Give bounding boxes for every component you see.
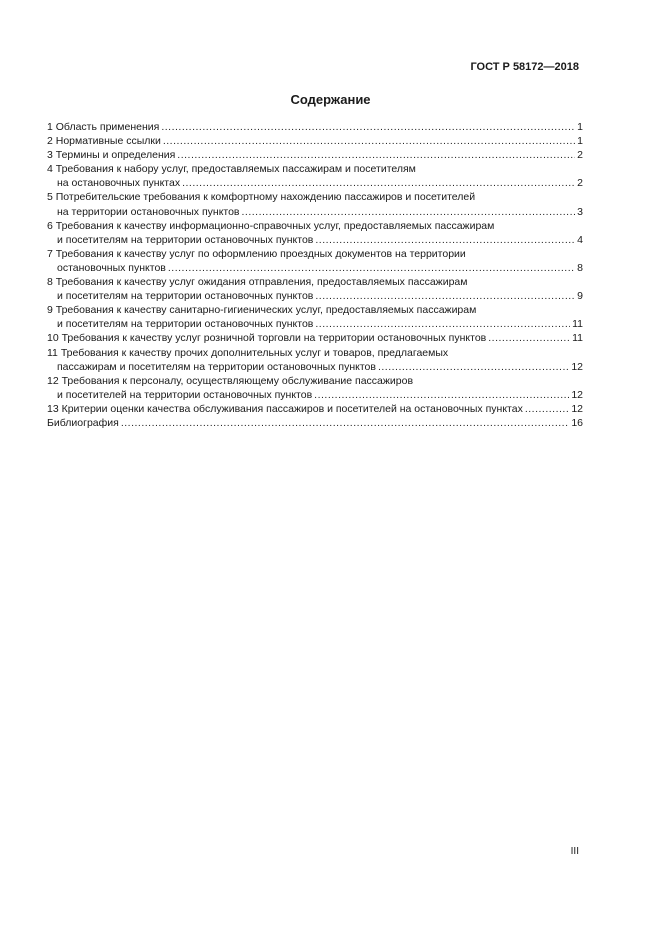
toc-entry[interactable] (47, 416, 583, 430)
toc-entry-line (47, 402, 583, 416)
document-code: ГОСТ Р 58172—2018 (470, 61, 579, 73)
toc-entry-text: 6 Требования к качеству информационно-справочных услуг, предоставляемых пассажирам (47, 219, 495, 232)
toc-entry[interactable] (47, 219, 583, 247)
toc-entry[interactable] (47, 162, 583, 190)
toc-entry-page: 16 (571, 416, 583, 429)
toc-entry-line (47, 346, 583, 360)
dot-leader (314, 388, 569, 402)
dot-leader (315, 289, 575, 303)
dot-leader (182, 176, 575, 190)
toc-entry-text: 1 Область применения (47, 121, 160, 133)
toc-entry[interactable] (47, 346, 583, 374)
toc-entry-line (47, 247, 583, 261)
toc-entry-line (47, 134, 583, 148)
toc-entry-page: 4 (577, 233, 583, 246)
toc-entry-line (47, 360, 583, 374)
toc-entry-text: 12 Требования к персоналу, осуществляющему обслуживание пассажиров (47, 374, 414, 387)
toc-entry[interactable] (47, 190, 583, 218)
dot-leader (488, 331, 570, 345)
toc-entry-line (47, 374, 583, 388)
toc-entry-text: 4 Требования к набору услуг, предоставляемых пассажирам и посетителям (47, 163, 416, 176)
toc-entry-line (47, 289, 583, 303)
toc-entry-page: 3 (577, 205, 583, 218)
toc-entry-line (47, 205, 583, 219)
toc-entry[interactable] (47, 331, 583, 345)
toc-entry-page: 11 (572, 318, 583, 331)
toc-entry-line (47, 331, 583, 345)
toc-entry-text: 13 Критерии оценки качества обслуживания пассажиров и посетителей на остановочных пунктах (47, 402, 523, 415)
toc-entry-page: 2 (577, 177, 583, 190)
toc-entry-line (47, 388, 583, 402)
dot-leader (378, 360, 569, 374)
dot-leader (168, 261, 575, 275)
toc-entry-text: пассажирам и посетителям на территории остановочных пунктов (57, 360, 376, 373)
toc-entry-page: 2 (577, 149, 583, 162)
toc-entry-page: 1 (577, 121, 583, 133)
toc-entry[interactable] (47, 148, 583, 162)
toc-entry-line (47, 148, 583, 162)
dot-leader (525, 402, 569, 416)
toc-entry-page: 12 (571, 360, 583, 373)
toc-entry-text: 3 Термины и определения (47, 149, 176, 162)
dot-leader (121, 416, 569, 430)
toc-entry-text: Библиография (47, 416, 119, 429)
toc-entry-line (47, 275, 583, 289)
toc-entry-text: 7 Требования к качеству услуг по оформлению проездных документов на территории (47, 247, 466, 260)
toc-entry[interactable] (47, 247, 583, 275)
toc-entry[interactable] (47, 134, 583, 148)
toc-entry-text: 9 Требования к качеству санитарно-гигиенических услуг, предоставляемых пассажирам (47, 304, 477, 317)
toc-entry-line (47, 303, 583, 317)
toc-entry[interactable] (47, 402, 583, 416)
dot-leader (177, 148, 575, 162)
toc-entry-text: 8 Требования к качеству услуг ожидания отправления, предоставляемых пассажирам (47, 276, 468, 289)
toc-entry-line (47, 416, 583, 430)
table-of-contents (47, 120, 583, 430)
dot-leader (315, 317, 570, 331)
toc-entry-line (47, 219, 583, 233)
toc-entry-page: 11 (572, 332, 583, 345)
toc-entry-page: 12 (571, 388, 583, 401)
toc-entry[interactable] (47, 374, 583, 402)
toc-entry-line (47, 162, 583, 176)
toc-entry-line (47, 120, 583, 134)
dot-leader (242, 205, 576, 219)
toc-entry-text: на территории остановочных пунктов (57, 205, 240, 218)
toc-entry-page: 9 (577, 290, 583, 303)
toc-entry-text: 5 Потребительские требования к комфортному нахождению пассажиров и посетителей (47, 191, 476, 204)
toc-entry-text: и посетителей на территории остановочных пунктов (57, 388, 313, 401)
toc-entry-line (47, 233, 583, 247)
toc-entry-text: и посетителям на территории остановочных пунктов (57, 233, 314, 246)
toc-entry[interactable] (47, 303, 583, 331)
toc-entry-text: на остановочных пунктах (57, 177, 181, 190)
toc-entry-text: и посетителям на территории остановочных пунктов (57, 318, 314, 331)
toc-entry-line (47, 317, 583, 331)
dot-leader (161, 120, 575, 134)
toc-title: Содержание (290, 92, 371, 107)
toc-entry-text: остановочных пунктов (57, 261, 166, 274)
toc-entry-line (47, 261, 583, 275)
toc-entry-line (47, 176, 583, 190)
toc-entry-line (47, 190, 583, 204)
dot-leader (315, 233, 575, 247)
dot-leader (163, 134, 575, 148)
toc-entry[interactable] (47, 275, 583, 303)
toc-entry-text: 2 Нормативные ссылки (47, 135, 161, 148)
toc-entry-page: 12 (571, 402, 583, 415)
page-number: III (570, 846, 579, 857)
toc-entry-text: 10 Требования к качеству услуг розничной торговли на территории остановочных пунктов (47, 332, 487, 345)
toc-entry[interactable] (47, 120, 583, 134)
toc-entry-text: и посетителям на территории остановочных пунктов (57, 290, 314, 303)
toc-entry-page: 8 (577, 261, 583, 274)
toc-entry-text: 11 Требования к качеству прочих дополнительных услуг и товаров, предлагаемых (47, 346, 449, 359)
toc-entry-page: 1 (577, 135, 583, 148)
